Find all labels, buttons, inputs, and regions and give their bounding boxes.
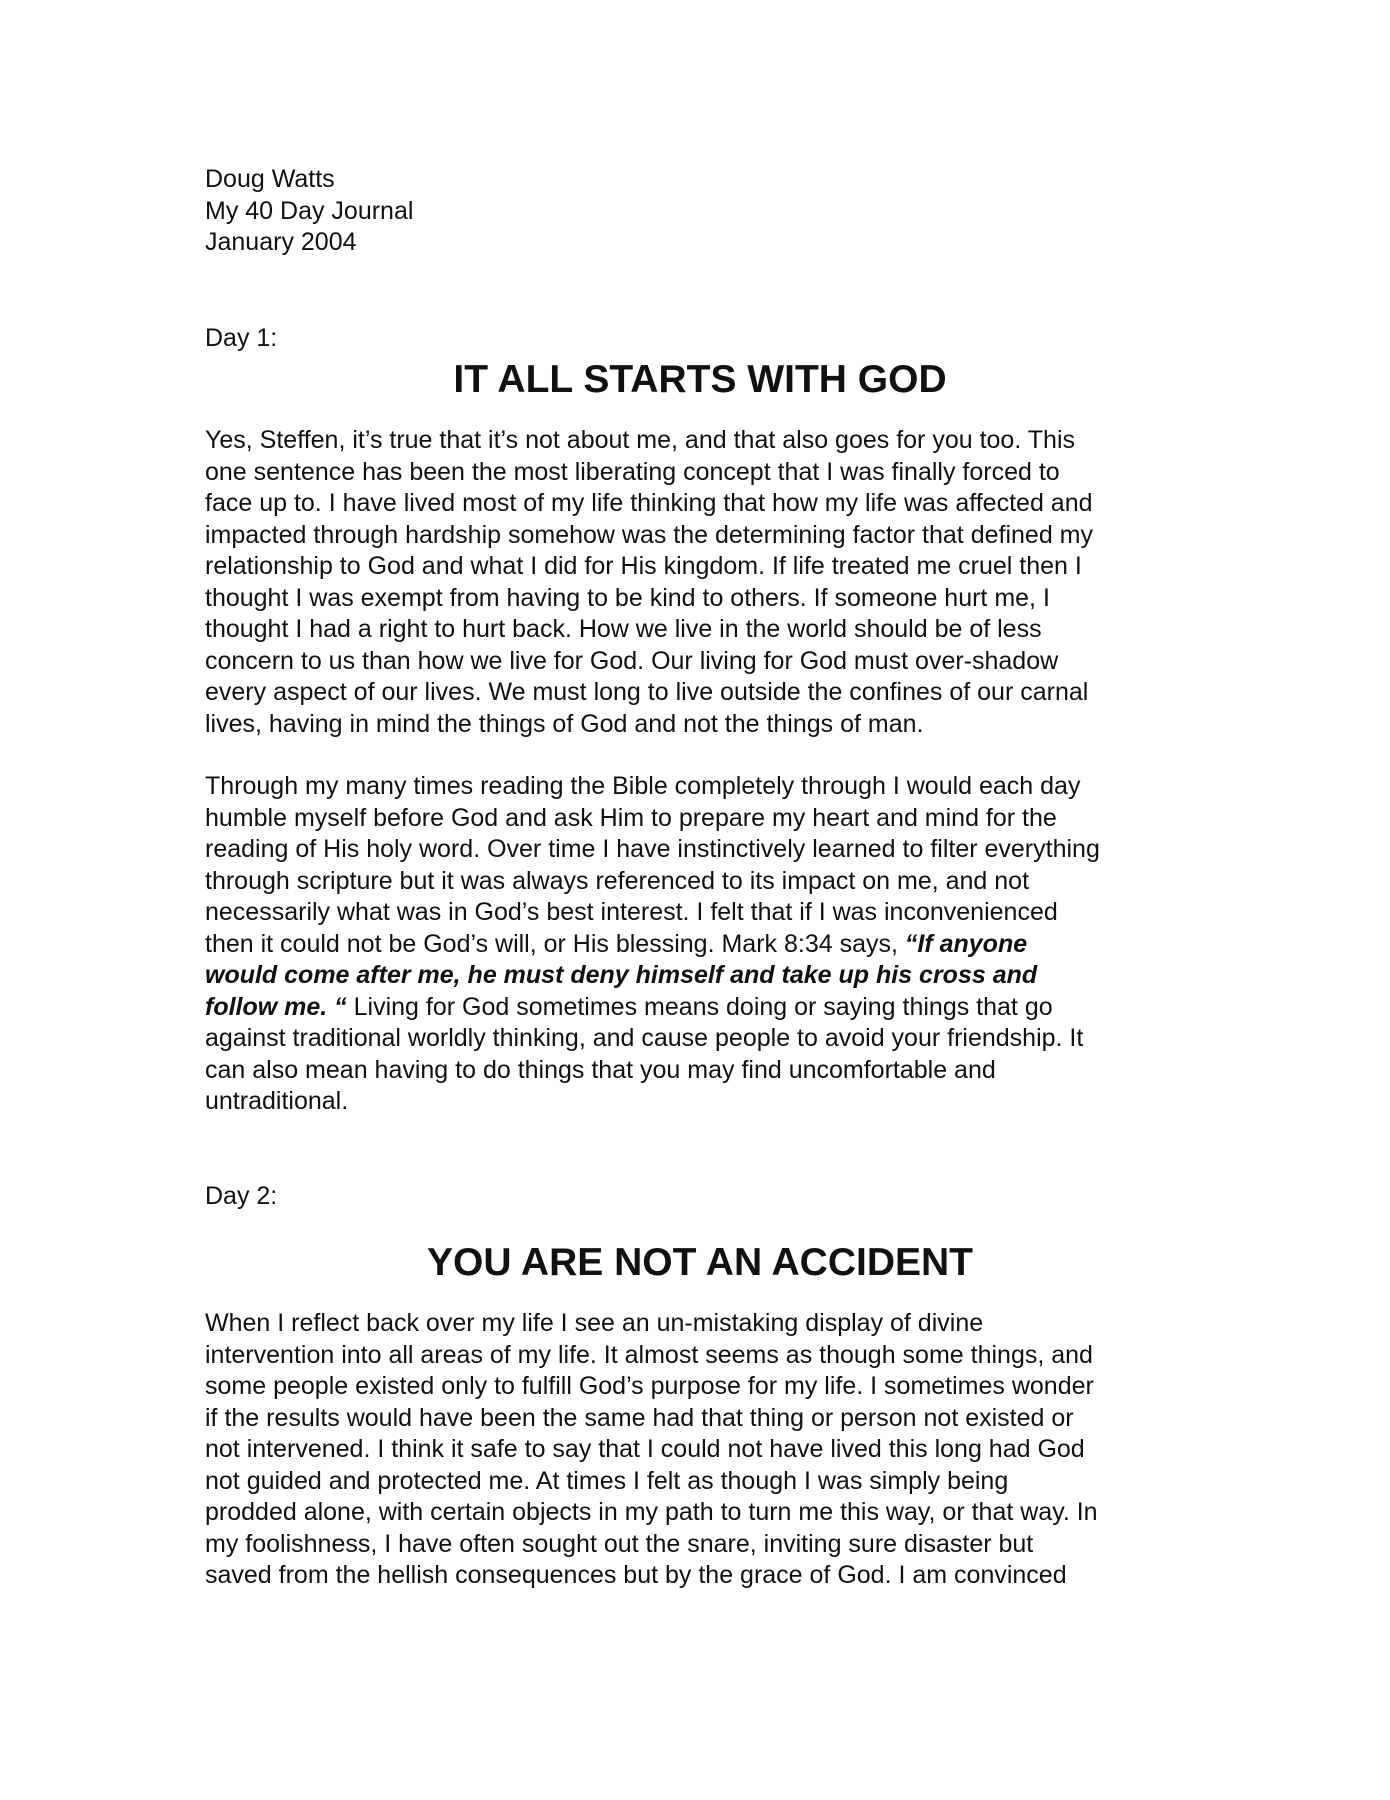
journal-title: My 40 Day Journal bbox=[205, 196, 414, 225]
paragraph-line bbox=[205, 929, 1195, 961]
paragraph-line: prodded alone, with certain objects in my path to turn me this way, or that way. In bbox=[205, 1498, 1098, 1526]
paragraph-line: intervention into all areas of my life. It almost seems as though some things, and bbox=[205, 1340, 1093, 1369]
day-2-label: Day 2: bbox=[205, 1181, 278, 1210]
paragraph-line: Yes, Steffen, it’s true that it’s not about me, and that also goes for you too. This bbox=[205, 426, 1075, 454]
paragraph-line: every aspect of our lives. We must long to live outside the confines of our carnal bbox=[205, 678, 1089, 706]
paragraph-line: not intervened. I think it safe to say that I could not have lived this long had God bbox=[205, 1435, 1085, 1463]
paragraph-line: reading of His holy word. Over time I have instinctively learned to filter everything bbox=[205, 835, 1100, 863]
paragraph-line: impacted through hardship somehow was the determining factor that defined my bbox=[205, 520, 1093, 549]
journal-date: January 2004 bbox=[205, 228, 357, 256]
document-header bbox=[205, 164, 1195, 259]
scripture-quote: would come after me, he must deny himself and take up his cross and bbox=[205, 961, 1038, 989]
paragraph-line: When I reflect back over my life I see an un-mistaking display of divine bbox=[205, 1309, 984, 1337]
paragraph-line: against traditional worldly thinking, and cause people to avoid your friendship. It bbox=[205, 1024, 1084, 1052]
paragraph-line: some people existed only to fulfill God’s purpose for my life. I sometimes wonder bbox=[205, 1372, 1094, 1400]
paragraph-line: face up to. I have lived most of my life thinking that how my life was affected and bbox=[205, 489, 1093, 517]
paragraph-line: relationship to God and what I did for His kingdom. If life treated me cruel then I bbox=[205, 552, 1082, 580]
day-2-section bbox=[205, 1181, 1195, 1592]
paragraph-line: can also mean having to do things that you may find uncomfortable and bbox=[205, 1055, 996, 1084]
paragraph-line: my foolishness, I have often sought out the snare, inviting sure disaster but bbox=[205, 1529, 1034, 1558]
day-2-title: YOU ARE NOT AN ACCIDENT bbox=[427, 1241, 973, 1284]
day-2-paragraph-1 bbox=[205, 1308, 1195, 1592]
paragraph-line: untraditional. bbox=[205, 1087, 349, 1115]
paragraph-line: through scripture but it was always referenced to its impact on me, and not bbox=[205, 866, 1030, 895]
paragraph-line: concern to us than how we live for God. Our living for God must over-shadow bbox=[205, 646, 1059, 675]
paragraph-line: humble myself before God and ask Him to prepare my heart and mind for the bbox=[205, 803, 1057, 832]
paragraph-line: thought I had a right to hurt back. How we live in the world should be of less bbox=[205, 615, 1042, 643]
paragraph-line: thought I was exempt from having to be kind to others. If someone hurt me, I bbox=[205, 583, 1050, 612]
paragraph-text: Living for God sometimes means doing or saying things that go bbox=[346, 992, 1053, 1021]
day-1-title: IT ALL STARTS WITH GOD bbox=[453, 358, 947, 401]
scripture-quote: follow me. “ bbox=[205, 992, 347, 1021]
paragraph-line: necessarily what was in God’s best interest. I felt that if I was inconvenienced bbox=[205, 898, 1058, 926]
paragraph-line: Through my many times reading the Bible completely through I would each day bbox=[205, 772, 1081, 800]
day-1-label: Day 1: bbox=[205, 323, 278, 352]
paragraph-line: lives, having in mind the things of God and not the things of man. bbox=[205, 709, 924, 738]
paragraph-line: one sentence has been the most liberating concept that I was finally forced to bbox=[205, 457, 1060, 486]
author-name: Doug Watts bbox=[205, 165, 335, 193]
day-1-section bbox=[205, 323, 1195, 1118]
day-1-paragraph-2 bbox=[205, 771, 1195, 1118]
paragraph-line: not guided and protected me. At times I felt as though I was simply being bbox=[205, 1466, 1009, 1495]
scripture-quote: “If anyone bbox=[904, 929, 1028, 958]
day-1-paragraph-1 bbox=[205, 425, 1195, 740]
paragraph-line bbox=[205, 992, 1195, 1024]
paragraph-line: saved from the hellish consequences but by the grace of God. I am convinced bbox=[205, 1561, 1067, 1589]
document-page bbox=[205, 164, 1195, 1592]
paragraph-line: if the results would have been the same had that thing or person not existed or bbox=[205, 1403, 1074, 1432]
paragraph-text: then it could not be God’s will, or His blessing. Mark 8:34 says, bbox=[205, 929, 905, 958]
